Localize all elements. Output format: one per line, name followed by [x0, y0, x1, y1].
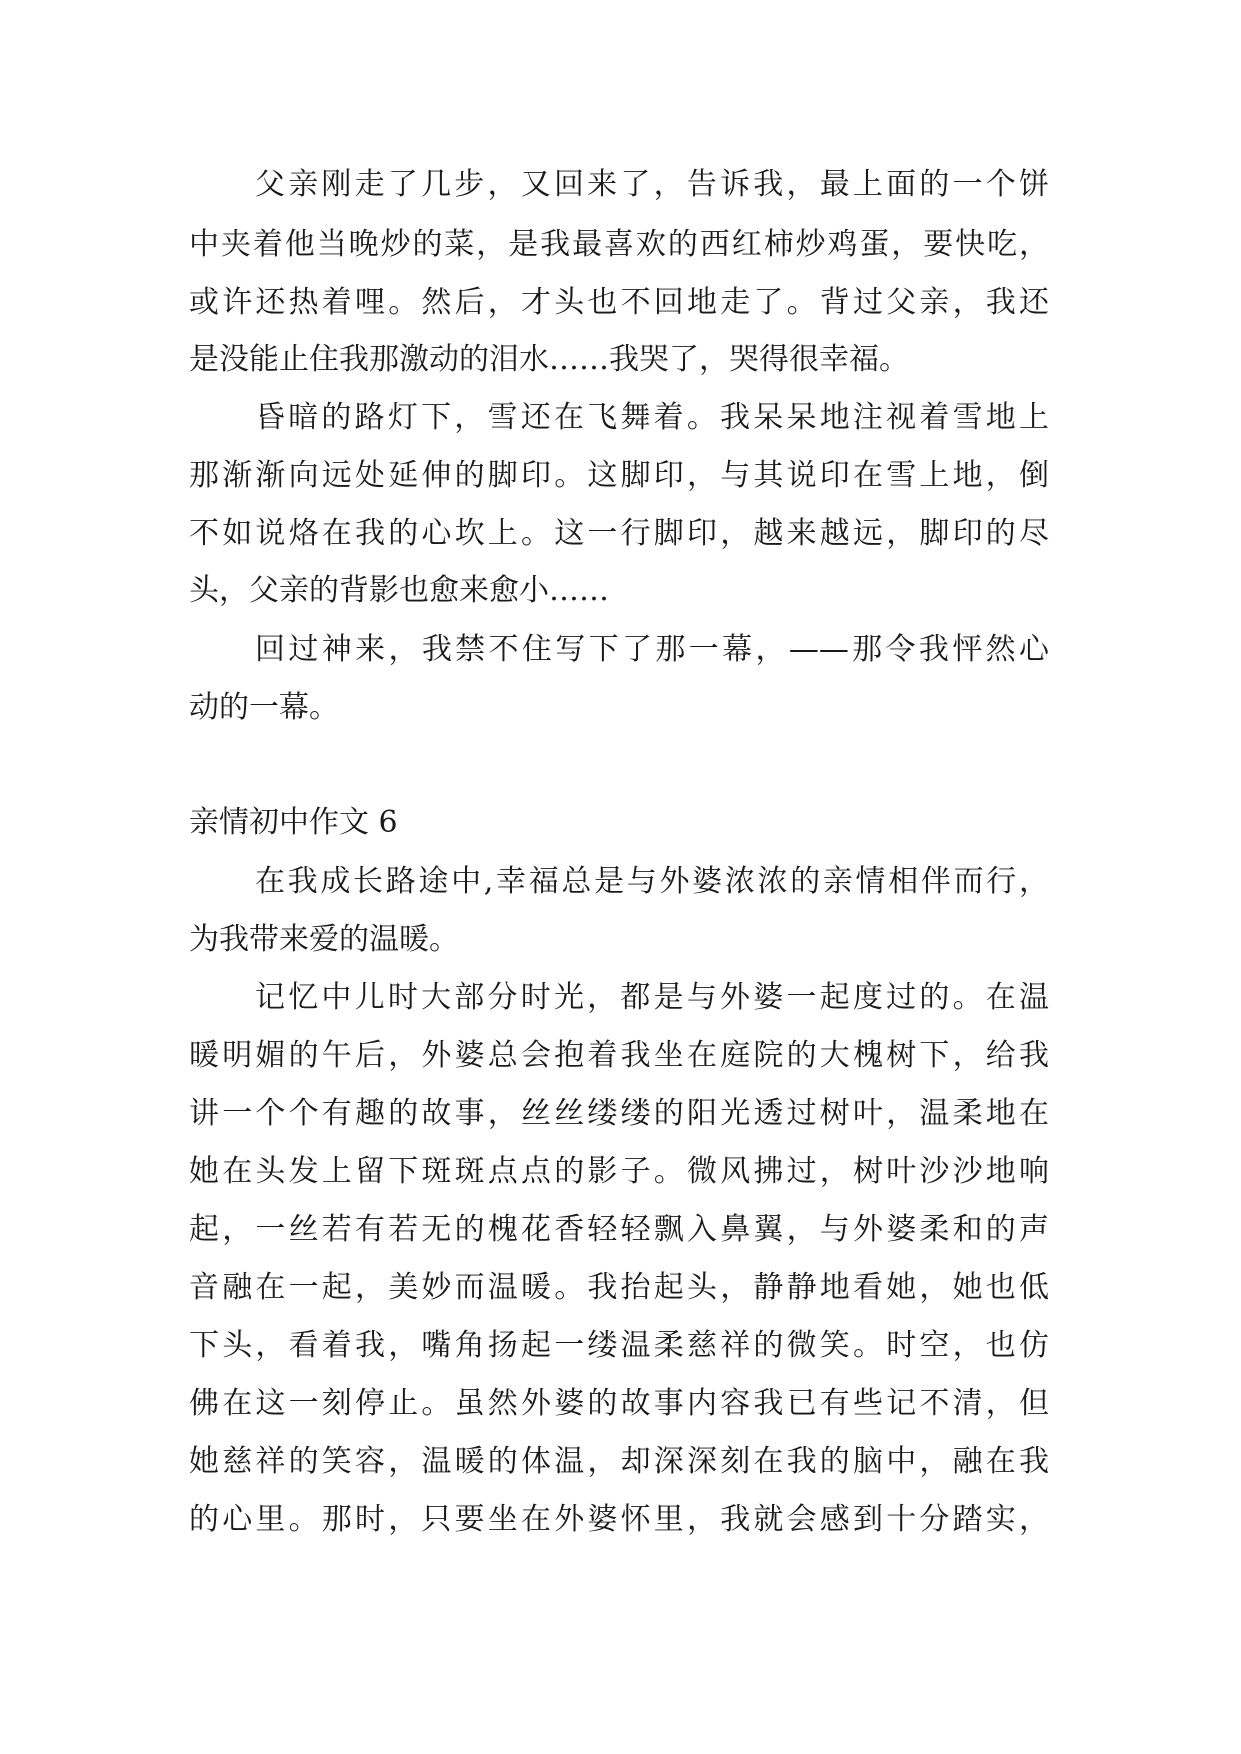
- paragraph-line: 记忆中儿时大部分时光，都是与外婆一起度过的。在温: [255, 980, 1049, 1015]
- paragraph-line: 是没能止住我那激动的泪水……我哭了，哭得很幸福。: [189, 342, 909, 377]
- paragraph-line: 不如说烙在我的心坎上。这一行脚印，越来越远，脚印的尽: [189, 516, 1049, 551]
- paragraph-line: 她在头发上留下斑斑点点的影子。微风拂过，树叶沙沙地响: [189, 1154, 1049, 1189]
- paragraph-line: 下头，看着我，嘴角扬起一缕温柔慈祥的微笑。时空，也仿: [189, 1328, 1049, 1363]
- paragraph-line: 那渐渐向远处延伸的脚印。这脚印，与其说印在雪上地，倒: [189, 458, 1049, 493]
- section-title: 亲情初中作文 6: [189, 805, 398, 840]
- paragraph-line: 动的一幕。: [189, 690, 339, 725]
- paragraph-line: 父亲刚走了几步，又回来了，告诉我，最上面的一个饼: [255, 167, 1049, 202]
- paragraph-line: 在我成长路途中,幸福总是与外婆浓浓的亲情相伴而行，: [255, 864, 1049, 899]
- paragraph-line: 或许还热着哩。然后，才头也不回地走了。背过父亲，我还: [189, 285, 1049, 320]
- paragraph-line: 她慈祥的笑容，温暖的体温，却深深刻在我的脑中，融在我: [189, 1444, 1049, 1479]
- paragraph-line: 起，一丝若有若无的槐花香轻轻飘入鼻翼，与外婆柔和的声: [189, 1212, 1049, 1247]
- paragraph-line: 佛在这一刻停止。虽然外婆的故事内容我已有些记不清，但: [189, 1386, 1049, 1421]
- paragraph-line: 昏暗的路灯下，雪还在飞舞着。我呆呆地注视着雪地上: [255, 400, 1049, 435]
- paragraph-line: 头，父亲的背影也愈来愈小……: [189, 573, 609, 608]
- paragraph-line: 讲一个个有趣的故事，丝丝缕缕的阳光透过树叶，温柔地在: [189, 1096, 1049, 1131]
- paragraph-line: 的心里。那时，只要坐在外婆怀里，我就会感到十分踏实，: [189, 1502, 1049, 1537]
- paragraph-line: 音融在一起，美妙而温暖。我抬起头，静静地看她，她也低: [189, 1270, 1049, 1305]
- paragraph-line: 回过神来，我禁不住写下了那一幕，——那令我怦然心: [255, 632, 1049, 667]
- paragraph-line: 暖明媚的午后，外婆总会抱着我坐在庭院的大槐树下，给我: [189, 1038, 1049, 1073]
- paragraph-line: 中夹着他当晚炒的菜，是我最喜欢的西红柿炒鸡蛋，要快吃，: [189, 227, 1049, 262]
- paragraph-line: 为我带来爱的温暖。: [189, 922, 459, 957]
